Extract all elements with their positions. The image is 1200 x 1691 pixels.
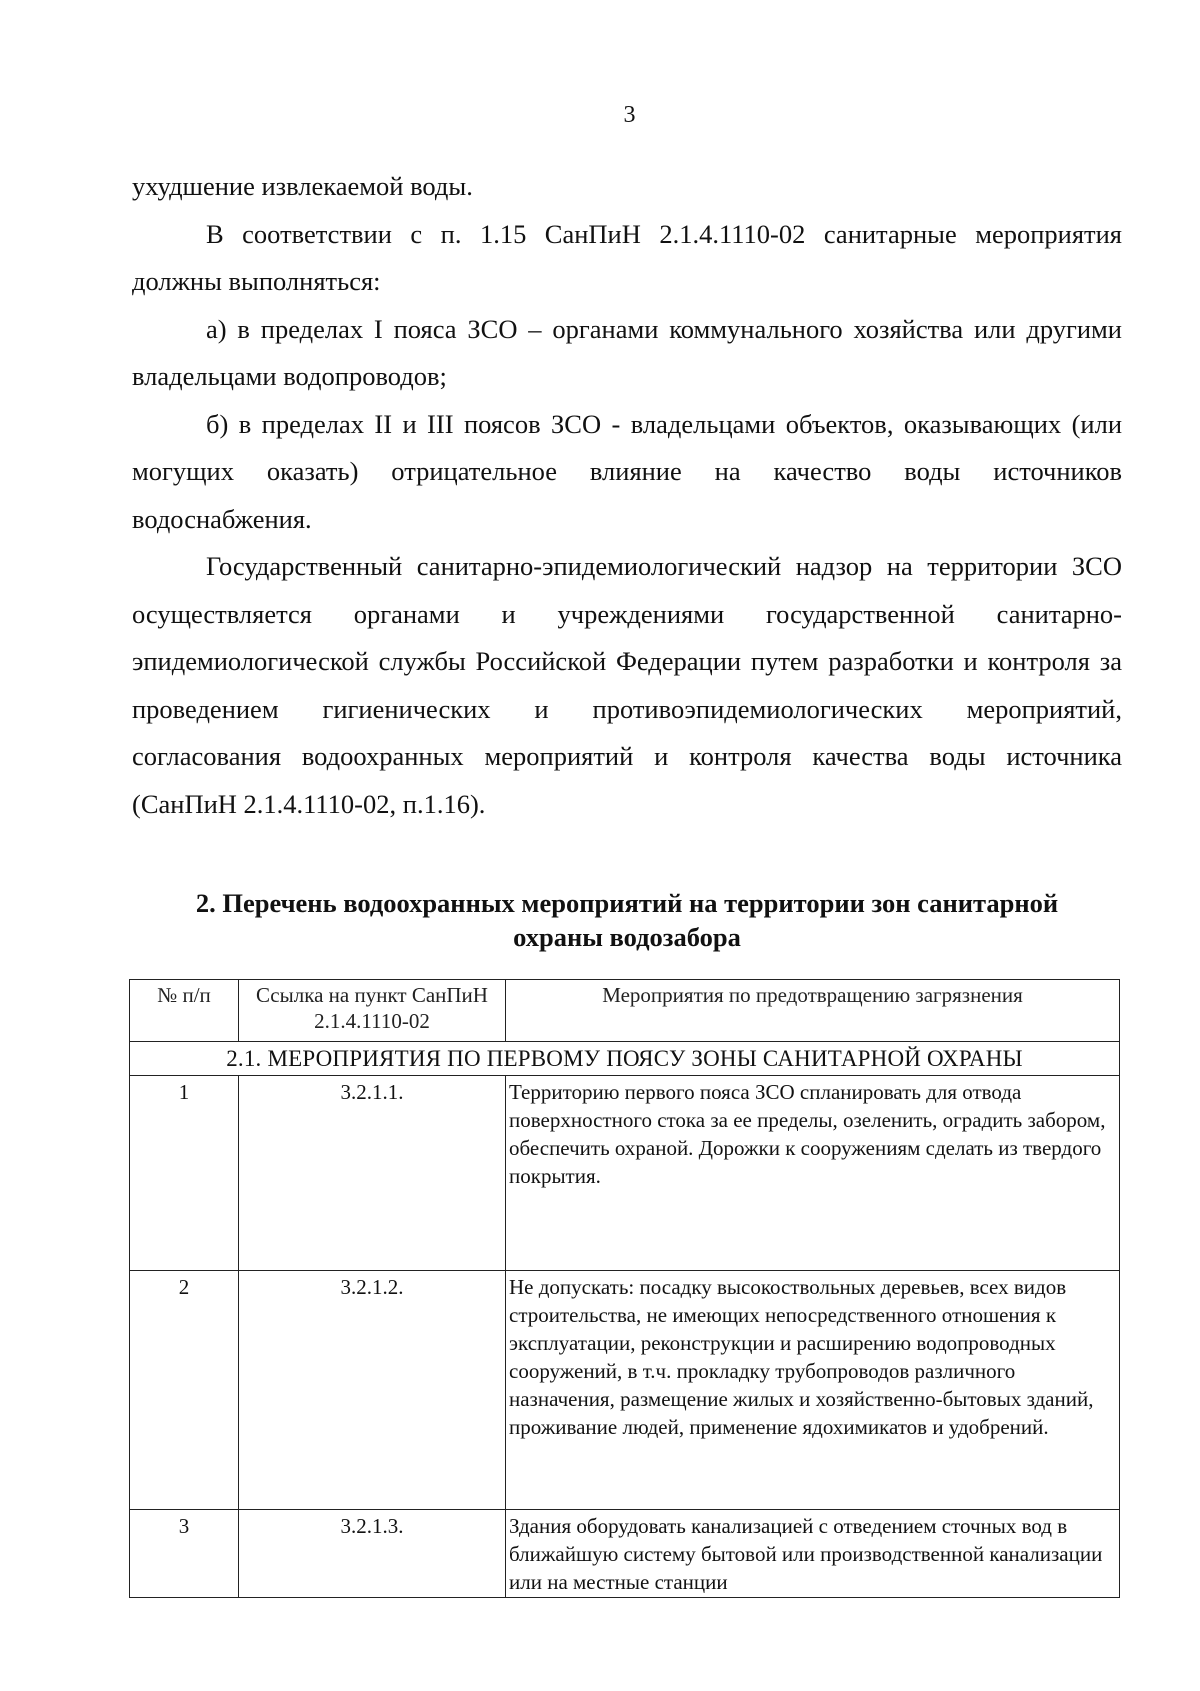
header-measures: Мероприятия по предотвращению загрязнения [506,980,1120,1042]
table-section-row [130,1042,1120,1076]
paragraph-state-supervision: Государственный санитарно-эпидемиологический надзор на территории ЗСО осуществляется органами и учреждениями государственной санитарно-эпидемиологической службы Российской Федерации путем разработки и контроля за проведением гигиенических и противоэпидемиологических мероприятий, согласования водоохранных мероприятий и контроля качества воды источника (СанПиН 2.1.4.1110-02, п.1.16). [132,551,1122,819]
table-row [130,1076,1120,1271]
row-reference: 3.2.1.1. [239,1076,506,1271]
row-reference: 3.2.1.2. [239,1271,506,1510]
row-measure: Не допускать: посадку высокоствольных деревьев, всех видов строительства, не имеющих непосредственного отношения к эксплуатации, реконструкции и расширению водопроводных сооружений, в т.ч. прокладку трубопроводов различного назначения, размещение жилых и хозяйственно-бытовых зданий, проживание людей, применение ядохимикатов и удобрений. [506,1271,1120,1510]
table-row [130,1510,1120,1598]
measures-table-wrapper [129,979,1119,1598]
row-reference: 3.2.1.3. [239,1510,506,1598]
paragraph-sanpin-reference: В соответствии с п. 1.15 СанПиН 2.1.4.1110-02 санитарные мероприятия должны выполняться: [132,218,1122,296]
row-measure: Здания оборудовать канализацией с отведением сточных вод в ближайшую систему бытовой или производственной канализации или на местные станции [506,1510,1120,1598]
header-number: № п/п [130,980,239,1042]
section-heading-line-2: охраны водозабора [513,922,741,952]
table-header-row [130,980,1120,1042]
measures-table [129,979,1120,1598]
row-number: 3 [130,1510,239,1598]
paragraph-continuation: ухудшение извлекаемой воды. [132,171,473,201]
header-reference: Ссылка на пункт СанПиН 2.1.4.1110-02 [239,980,506,1042]
row-number: 2 [130,1271,239,1510]
page-number: 3 [623,102,636,128]
body-text [132,163,1122,828]
section-heading [132,886,1122,954]
paragraph-item-a: а) в пределах I пояса ЗСО – органами коммунального хозяйства или другими владельцами водопроводов; [132,313,1122,391]
section-heading-line-1: 2. Перечень водоохранных мероприятий на территории зон санитарной [195,888,1059,918]
row-measure: Территорию первого пояса ЗСО спланировать для отвода поверхностного стока за ее пределы, озеленить, оградить забором, обеспечить охраной. Дорожки к сооружениям сделать из твердого покрытия. [506,1076,1120,1271]
paragraph-item-b: б) в пределах II и III поясов ЗСО - владельцами объектов, оказывающих (или могущих оказать) отрицательное влияние на качество воды источников водоснабжения. [132,408,1122,534]
row-number: 1 [130,1076,239,1271]
table-row [130,1271,1120,1510]
section-row-title: 2.1. МЕРОПРИЯТИЯ ПО ПЕРВОМУ ПОЯСУ ЗОНЫ САНИТАРНОЙ ОХРАНЫ [130,1042,1120,1076]
